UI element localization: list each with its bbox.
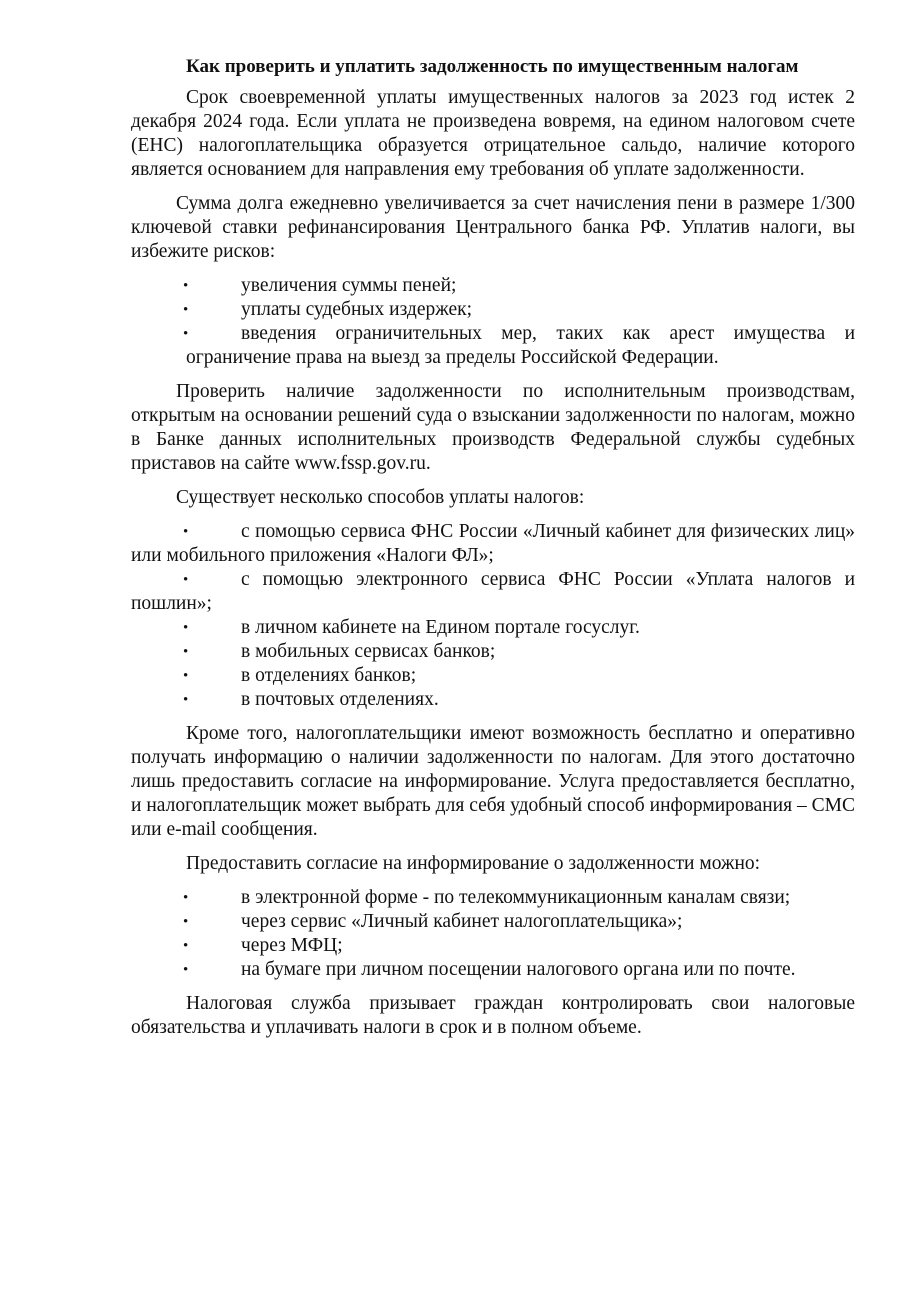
paragraph-deadline: Срок своевременной уплаты имущественных налогов за 2023 год истек 2 декабря 2024 года. Если уплата не произведена вовремя, на едином налоговом счете (ЕНС) налогоплательщика образуется отрицательное сальдо, наличие которого является основанием для направления ему требования об уплате задолженности. xyxy=(131,87,855,180)
payment-methods-list xyxy=(131,520,855,712)
bullet-icon: • xyxy=(183,524,189,540)
bullet-icon: • xyxy=(183,644,189,660)
bullet-icon: • xyxy=(183,890,189,906)
list-item: • с помощью электронного сервиса ФНС России «Уплата налогов и пошлин»; xyxy=(131,569,855,614)
bullet-icon: • xyxy=(183,938,189,954)
paragraph-closing: Налоговая служба призывает граждан контролировать свои налоговые обязательства и уплачивать налоги в срок и в полном объеме. xyxy=(131,993,855,1038)
list-item: • с помощью сервиса ФНС России «Личный кабинет для физических лиц» или мобильного приложения «Налоги ФЛ»; xyxy=(131,521,855,566)
list-item: • в отделениях банков; xyxy=(183,665,417,686)
document-title: Как проверить и уплатить задолженность по имущественным налогам xyxy=(186,56,799,77)
paragraph-check-debt: Проверить наличие задолженности по исполнительным производствам, открытым на основании решений суда о взыскании задолженности по налогам, можно в Банке данных исполнительных производств Федеральной службы судебных приставов на сайте www.fssp.gov.ru. xyxy=(131,381,855,474)
bullet-icon: • xyxy=(183,278,189,294)
list-item: • в электронной форме - по телекоммуникационным каналам связи; xyxy=(183,887,791,908)
bullet-icon: • xyxy=(183,914,189,930)
paragraph-payment-intro: Существует несколько способов уплаты налогов: xyxy=(176,487,585,508)
list-item: • уплаты судебных издержек; xyxy=(183,299,473,320)
bullet-icon: • xyxy=(183,668,189,684)
list-item: • в личном кабинете на Едином портале госуслуг. xyxy=(183,617,640,638)
list-item: • на бумаге при личном посещении налогового органа или по почте. xyxy=(183,959,796,980)
bullet-icon: • xyxy=(183,572,189,588)
consent-methods-list xyxy=(131,886,855,982)
bullet-icon: • xyxy=(183,962,189,978)
list-item: • через МФЦ; xyxy=(183,935,343,956)
paragraph-notifications: Кроме того, налогоплательщики имеют возможность бесплатно и оперативно получать информацию о наличии задолженности по налогам. Для этого достаточно лишь предоставить согласие на информирование. Услуга предоставляется бесплатно, и налогоплательщик может выбрать для себя удобный способ информирования – СМС или e-mail сообщения. xyxy=(131,723,855,840)
bullet-icon: • xyxy=(183,302,189,318)
paragraph-penalty: Сумма долга ежедневно увеличивается за счет начисления пени в размере 1/300 ключевой ставки рефинансирования Центрального банка РФ. Уплатив налоги, вы избежите рисков: xyxy=(131,193,855,262)
list-item: • в мобильных сервисах банков; xyxy=(183,641,496,662)
bullet-icon: • xyxy=(183,620,189,636)
paragraph-consent-intro: Предоставить согласие на информирование о задолженности можно: xyxy=(186,853,761,874)
list-item: • увеличения суммы пеней; xyxy=(183,275,457,296)
bullet-icon: • xyxy=(183,326,189,342)
risks-list xyxy=(131,274,855,370)
list-item: • через сервис «Личный кабинет налогоплательщика»; xyxy=(183,911,683,932)
bullet-icon: • xyxy=(183,692,189,708)
list-item: • введения ограничительных мер, таких как арест имущества и ограничение права на выезд за пределы Российской Федерации. xyxy=(183,323,855,368)
list-item: • в почтовых отделениях. xyxy=(183,689,439,710)
